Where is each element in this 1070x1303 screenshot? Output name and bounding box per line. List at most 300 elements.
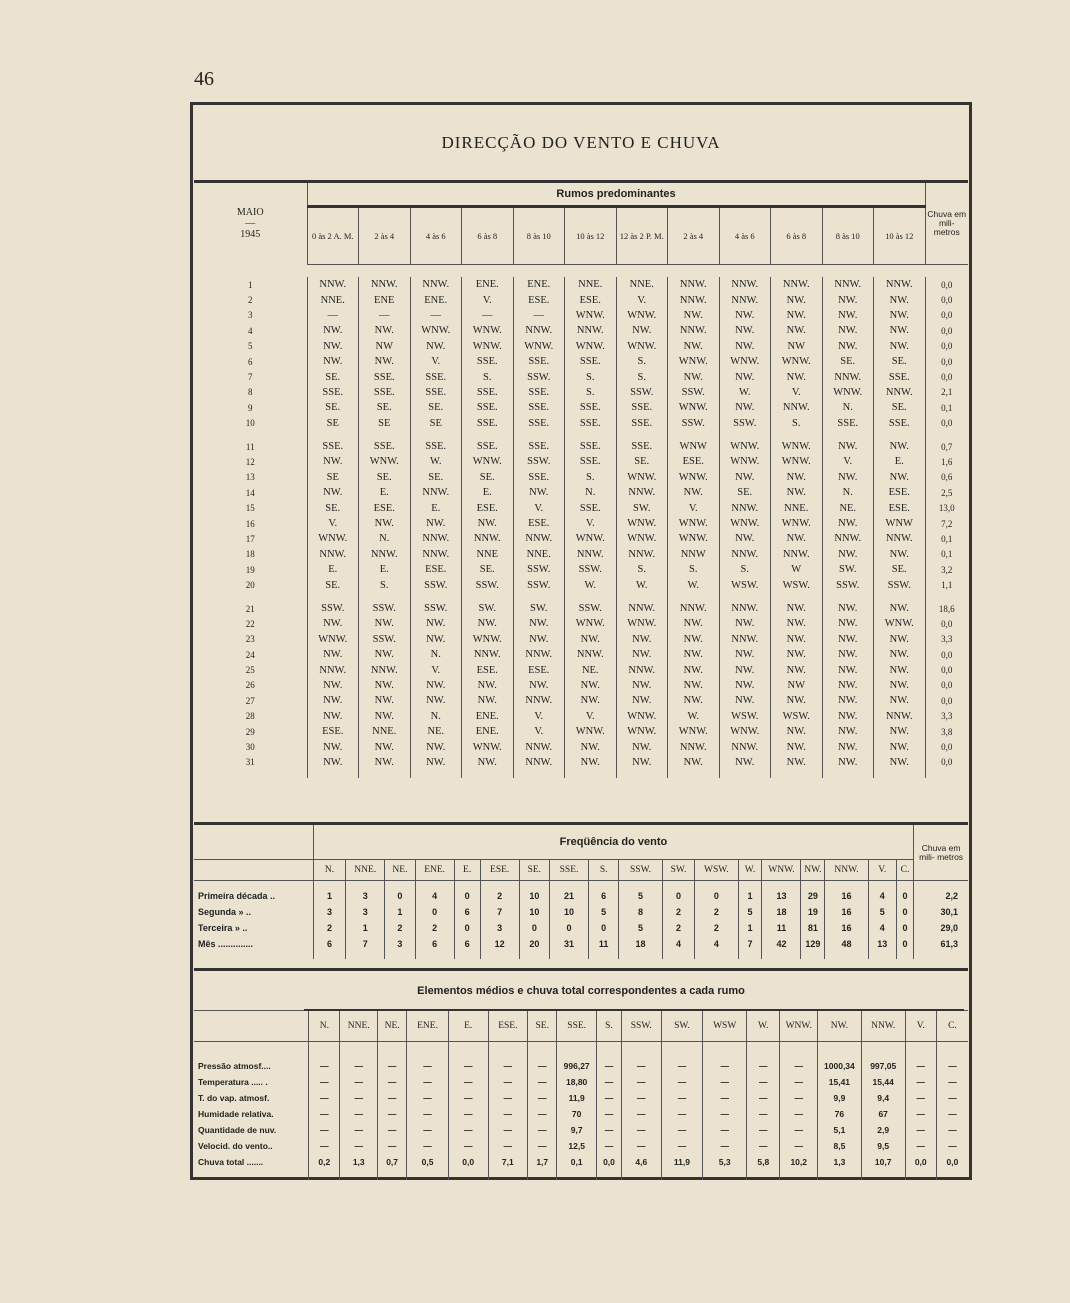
rain-cell: 0,0	[925, 693, 968, 708]
frequency-cell: 1	[385, 904, 415, 920]
frequency-cell: 0	[896, 920, 913, 936]
table-row	[194, 323, 968, 338]
direction-header: W.	[747, 1011, 780, 1042]
row-label: Quantidade de nuv.	[198, 1125, 277, 1135]
element-cell: —	[378, 1058, 407, 1074]
wind-direction-cell: WNW.	[616, 308, 668, 323]
wind-direction-cell: NW.	[359, 323, 411, 338]
wind-direction-cell: ESE.	[359, 500, 411, 515]
element-cell: 10,7	[861, 1154, 905, 1170]
wind-direction-cell: WNW.	[565, 308, 617, 323]
wind-direction-cell: WNW.	[616, 470, 668, 485]
wind-direction-cell: NW.	[359, 647, 411, 662]
frequency-cell: 0	[662, 888, 695, 904]
frequency-cell: 4	[695, 936, 738, 952]
frequency-cell: 0	[896, 936, 913, 952]
wind-direction-cell: SSE.	[616, 416, 668, 431]
wind-direction-cell: W.	[668, 577, 720, 592]
wind-direction-cell: NW.	[668, 755, 720, 770]
element-cell: —	[309, 1122, 340, 1138]
frequency-table	[194, 825, 968, 959]
wind-direction-cell: N.	[565, 485, 617, 500]
frequency-cell: 129	[801, 936, 825, 952]
label-spacer	[194, 860, 313, 881]
element-cell: 9,5	[861, 1138, 905, 1154]
wind-direction-cell: SE	[359, 416, 411, 431]
frequency-cell: 19	[801, 904, 825, 920]
wind-direction-cell: NNW.	[616, 547, 668, 562]
wind-direction-cell: SSW.	[616, 385, 668, 400]
table-row	[194, 369, 968, 384]
wind-direction-cell: NNW.	[513, 323, 565, 338]
table-row	[194, 693, 968, 708]
wind-direction-cell: NW.	[822, 339, 874, 354]
direction-header: SSE.	[550, 860, 589, 881]
table-row	[194, 1106, 968, 1122]
wind-direction-cell: NW.	[616, 739, 668, 754]
wind-direction-cell: ESE.	[874, 485, 926, 500]
wind-direction-cell: V.	[822, 454, 874, 469]
wind-direction-cell: WNW.	[565, 724, 617, 739]
element-cell: 0,5	[407, 1154, 449, 1170]
wind-direction-cell: WNW.	[822, 385, 874, 400]
element-cell: 12,5	[557, 1138, 597, 1154]
frequency-cell: 0	[695, 888, 738, 904]
row-label: Chuva total .......	[198, 1157, 264, 1167]
wind-direction-cell: NW.	[410, 678, 462, 693]
element-cell: 15,41	[818, 1074, 862, 1090]
element-cell: —	[488, 1138, 528, 1154]
element-cell: —	[378, 1122, 407, 1138]
element-cell: —	[661, 1058, 703, 1074]
day-number: 19	[245, 564, 255, 575]
rain-cell: 3,8	[925, 724, 968, 739]
wind-direction-cell: ESE.	[307, 724, 359, 739]
row-label: Primeira década ..	[198, 891, 276, 901]
wind-direction-cell: NW.	[822, 439, 874, 454]
table-row	[194, 724, 968, 739]
wind-direction-cell: SE.	[410, 400, 462, 415]
period-header: 2 às 4	[668, 207, 720, 265]
element-cell: —	[378, 1106, 407, 1122]
wind-direction-cell: NNW.	[719, 547, 771, 562]
wind-direction-cell: NW.	[565, 678, 617, 693]
wind-direction-cell: NNW.	[410, 277, 462, 292]
frequency-cell: 20	[519, 936, 549, 952]
wind-direction-cell: SSE.	[565, 400, 617, 415]
element-cell: 8,5	[818, 1138, 862, 1154]
wind-direction-cell: ENE.	[410, 292, 462, 307]
wind-direction-cell: WNW.	[616, 709, 668, 724]
direction-header: SSW.	[619, 860, 662, 881]
wind-direction-cell: W.	[616, 577, 668, 592]
wind-direction-cell: V.	[668, 500, 720, 515]
wind-direction-cell: ESE.	[874, 500, 926, 515]
element-cell: 5,8	[747, 1154, 780, 1170]
element-cell: —	[596, 1058, 621, 1074]
element-cell: —	[747, 1106, 780, 1122]
wind-direction-cell: NW.	[874, 755, 926, 770]
direction-header: WNW.	[780, 1011, 818, 1042]
frequency-cell: 0	[454, 888, 480, 904]
day-number: 11	[245, 441, 255, 452]
table-row	[194, 709, 968, 724]
table-row	[194, 531, 968, 546]
wind-direction-cell: WNW.	[771, 439, 823, 454]
period-header: 8 às 10	[513, 207, 565, 265]
table-row	[194, 308, 968, 323]
rain-cell: 0,0	[925, 662, 968, 677]
wind-direction-cell: SSW.	[668, 385, 720, 400]
wind-direction-cell: W.	[565, 577, 617, 592]
wind-direction-cell: SSE.	[513, 354, 565, 369]
day-number: 17	[245, 533, 255, 544]
wind-direction-cell: SSW.	[307, 601, 359, 616]
wind-direction-cell: V.	[307, 516, 359, 531]
wind-direction-cell: NW.	[359, 354, 411, 369]
wind-direction-cell: NW.	[307, 323, 359, 338]
day-number: 10	[245, 418, 255, 429]
period-header: 6 às 8	[462, 207, 514, 265]
element-cell: —	[780, 1106, 818, 1122]
wind-direction-cell: W	[771, 562, 823, 577]
wind-direction-cell: NNW.	[719, 601, 771, 616]
element-cell: —	[621, 1058, 661, 1074]
wind-direction-cell: SSE.	[410, 439, 462, 454]
wind-direction-cell: NW.	[771, 647, 823, 662]
wind-direction-cell: WNW.	[307, 632, 359, 647]
row-label: T. do vap. atmosf.	[198, 1093, 270, 1103]
frequency-header: Freqüência do vento	[313, 825, 913, 860]
element-cell: —	[309, 1090, 340, 1106]
wind-direction-cell: NW.	[307, 709, 359, 724]
direction-header: N.	[313, 860, 346, 881]
element-cell: —	[528, 1058, 557, 1074]
wind-direction-cell: NNW.	[513, 531, 565, 546]
direction-header: NNE.	[340, 1011, 378, 1042]
wind-direction-cell: NW.	[565, 693, 617, 708]
element-cell: 9,9	[818, 1090, 862, 1106]
wind-direction-cell: E.	[359, 562, 411, 577]
direction-header: ESE.	[480, 860, 519, 881]
wind-direction-cell: NNW.	[874, 709, 926, 724]
frequency-cell: 0	[454, 920, 480, 936]
wind-direction-cell: NNW.	[719, 632, 771, 647]
wind-direction-cell: NW.	[359, 739, 411, 754]
wind-direction-cell: WNW.	[719, 724, 771, 739]
table-row	[194, 500, 968, 515]
wind-direction-cell: NW.	[668, 647, 720, 662]
element-cell: —	[780, 1058, 818, 1074]
wind-direction-cell: NNE.	[513, 547, 565, 562]
day-number: 1	[248, 279, 253, 290]
table-row	[194, 277, 968, 292]
rain-cell: 3,3	[925, 709, 968, 724]
day-number: 4	[248, 325, 253, 336]
direction-header: SW.	[662, 860, 695, 881]
wind-direction-cell: SW.	[513, 601, 565, 616]
element-cell: —	[528, 1090, 557, 1106]
element-cell: —	[596, 1074, 621, 1090]
wind-direction-cell: NW.	[668, 678, 720, 693]
wind-direction-cell: NNW.	[719, 500, 771, 515]
wind-direction-cell: S.	[616, 354, 668, 369]
frequency-cell: 0	[589, 920, 619, 936]
element-cell: —	[448, 1106, 488, 1122]
wind-direction-cell: NW.	[874, 724, 926, 739]
wind-direction-cell: N.	[822, 485, 874, 500]
wind-direction-cell: NW.	[719, 678, 771, 693]
element-cell: —	[528, 1074, 557, 1090]
wind-direction-cell: NW.	[410, 755, 462, 770]
table-row	[194, 454, 968, 469]
rain-cell: 3,3	[925, 632, 968, 647]
wind-direction-cell: NW.	[616, 647, 668, 662]
wind-direction-cell: SSE.	[513, 470, 565, 485]
element-cell: 5,3	[703, 1154, 747, 1170]
day-number: 15	[245, 503, 255, 514]
wind-direction-cell: SE.	[359, 400, 411, 415]
wind-direction-cell: WNW.	[771, 516, 823, 531]
rain-cell: 0,0	[925, 292, 968, 307]
day-number: 23	[245, 634, 255, 645]
wind-direction-cell: N.	[359, 531, 411, 546]
wind-direction-cell: NNW.	[668, 292, 720, 307]
element-cell: —	[661, 1090, 703, 1106]
element-cell: —	[747, 1058, 780, 1074]
table-row	[194, 632, 968, 647]
wind-direction-cell: —	[307, 308, 359, 323]
element-cell: —	[448, 1090, 488, 1106]
wind-direction-cell: NNE.	[565, 277, 617, 292]
wind-direction-cell: NW.	[307, 755, 359, 770]
element-cell: —	[661, 1074, 703, 1090]
wind-direction-cell: NW.	[565, 739, 617, 754]
element-cell: —	[340, 1122, 378, 1138]
element-cell: —	[703, 1074, 747, 1090]
wind-direction-cell: NNW.	[822, 277, 874, 292]
element-cell: —	[747, 1090, 780, 1106]
element-cell: —	[407, 1122, 449, 1138]
wind-direction-cell: NW.	[822, 601, 874, 616]
wind-direction-cell: NW.	[513, 632, 565, 647]
wind-direction-cell: WNW.	[668, 516, 720, 531]
wind-direction-cell: NW.	[616, 323, 668, 338]
element-cell: —	[448, 1074, 488, 1090]
wind-direction-cell: V.	[513, 709, 565, 724]
wind-direction-cell: NW.	[462, 516, 514, 531]
wind-direction-cell: NW.	[874, 308, 926, 323]
day-number: 2	[248, 295, 253, 306]
wind-direction-cell: WNW.	[616, 724, 668, 739]
wind-direction-cell: SSE.	[410, 369, 462, 384]
rain-cell: 0,0	[925, 647, 968, 662]
rain-cell: 0,6	[925, 470, 968, 485]
rumos-header: Rumos predominantes	[307, 183, 925, 207]
frequency-cell: 0	[896, 888, 913, 904]
element-cell: 1,3	[818, 1154, 862, 1170]
period-header: 2 às 4	[359, 207, 411, 265]
day-number: 22	[245, 618, 255, 629]
row-label: Humidade relativa.	[198, 1109, 274, 1119]
wind-direction-cell: NW.	[771, 323, 823, 338]
rain-cell: 0,0	[925, 739, 968, 754]
elements-table	[194, 972, 968, 1180]
frequency-cell: 3	[385, 936, 415, 952]
wind-direction-cell: NNE.	[616, 277, 668, 292]
element-cell: 9,4	[861, 1090, 905, 1106]
wind-direction-cell: WNW.	[616, 616, 668, 631]
wind-direction-cell: SSE.	[874, 369, 926, 384]
frequency-cell: 29	[801, 888, 825, 904]
wind-direction-cell: E.	[359, 485, 411, 500]
day-number: 27	[245, 695, 255, 706]
wind-direction-cell: V.	[771, 385, 823, 400]
day-number: 21	[245, 603, 255, 614]
direction-header: S.	[589, 860, 619, 881]
frequency-cell: 5	[619, 920, 662, 936]
rain-cell: 29,0	[914, 920, 968, 936]
wind-direction-cell: SE.	[307, 400, 359, 415]
rain-cell: 2,2	[914, 888, 968, 904]
table-row	[194, 562, 968, 577]
direction-header: C.	[936, 1011, 968, 1042]
wind-direction-cell: WNW.	[668, 470, 720, 485]
wind-direction-cell: S.	[771, 416, 823, 431]
element-cell: —	[621, 1090, 661, 1106]
element-cell: —	[936, 1074, 968, 1090]
wind-direction-cell: ENE.	[462, 277, 514, 292]
wind-direction-cell: V.	[410, 354, 462, 369]
wind-direction-cell: SSW.	[874, 577, 926, 592]
frequency-cell: 2	[385, 920, 415, 936]
wind-direction-cell: WNW	[668, 439, 720, 454]
wind-direction-cell: NW.	[719, 339, 771, 354]
rain-cell: 3,2	[925, 562, 968, 577]
day-number: 6	[248, 356, 253, 367]
wind-direction-cell: SSE.	[513, 416, 565, 431]
wind-direction-cell: N.	[410, 647, 462, 662]
wind-direction-cell: SSW.	[513, 562, 565, 577]
wind-direction-cell: NW.	[719, 323, 771, 338]
day-number: 28	[245, 711, 255, 722]
wind-direction-cell: SW.	[822, 562, 874, 577]
element-cell: —	[780, 1122, 818, 1138]
frequency-cell: 1	[738, 920, 762, 936]
direction-header: E.	[454, 860, 480, 881]
frequency-cell: 12	[480, 936, 519, 952]
frequency-cell: 6	[454, 936, 480, 952]
wind-direction-cell: NW.	[565, 632, 617, 647]
wind-direction-cell: NW.	[822, 755, 874, 770]
element-cell: —	[703, 1058, 747, 1074]
direction-header: ENE.	[415, 860, 454, 881]
element-cell: —	[621, 1106, 661, 1122]
element-cell: —	[747, 1138, 780, 1154]
element-cell: —	[703, 1106, 747, 1122]
frequency-cell: 3	[480, 920, 519, 936]
wind-direction-cell: NNW.	[719, 739, 771, 754]
direction-header: ENE.	[407, 1011, 449, 1042]
frequency-cell: 2	[695, 920, 738, 936]
wind-direction-cell: NW.	[822, 709, 874, 724]
element-cell: 11,9	[557, 1090, 597, 1106]
rain-cell: 2,5	[925, 485, 968, 500]
wind-direction-cell: NW.	[719, 647, 771, 662]
element-cell: —	[621, 1074, 661, 1090]
wind-direction-cell: NW.	[462, 693, 514, 708]
wind-direction-cell: —	[410, 308, 462, 323]
frequency-cell: 6	[454, 904, 480, 920]
element-cell: —	[596, 1122, 621, 1138]
rain-cell: 0,0	[925, 616, 968, 631]
wind-direction-cell: ESE.	[462, 500, 514, 515]
wind-direction-cell: SSE.	[307, 385, 359, 400]
day-number: 30	[245, 742, 255, 753]
frequency-cell: 10	[550, 904, 589, 920]
table-row	[194, 647, 968, 662]
wind-direction-cell: SE.	[307, 369, 359, 384]
direction-header: SE.	[528, 1011, 557, 1042]
day-number: 13	[245, 472, 255, 483]
wind-direction-cell: NW.	[822, 292, 874, 307]
wind-direction-cell: NW.	[410, 739, 462, 754]
wind-direction-cell: NNW.	[874, 277, 926, 292]
direction-header: NW.	[801, 860, 825, 881]
direction-header: SE.	[519, 860, 549, 881]
wind-direction-cell: SSW.	[462, 577, 514, 592]
frequency-cell: 6	[589, 888, 619, 904]
wind-direction-cell: SSE.	[616, 439, 668, 454]
frequency-cell: 6	[415, 936, 454, 952]
wind-direction-cell: SSW.	[513, 577, 565, 592]
wind-direction-cell: SE.	[307, 577, 359, 592]
wind-direction-cell: NNW.	[410, 531, 462, 546]
wind-direction-cell: NW.	[771, 724, 823, 739]
frequency-cell: 3	[346, 888, 385, 904]
wind-direction-cell: NNW.	[513, 693, 565, 708]
wind-direction-cell: NW.	[668, 616, 720, 631]
element-cell: —	[407, 1058, 449, 1074]
element-cell: —	[407, 1138, 449, 1154]
wind-direction-cell: NE.	[410, 724, 462, 739]
frequency-cell: 0	[896, 904, 913, 920]
wind-direction-cell: NE.	[822, 500, 874, 515]
table-row	[194, 1058, 968, 1074]
wind-direction-cell: NW.	[359, 616, 411, 631]
frequency-cell: 8	[619, 904, 662, 920]
element-cell: 1000,34	[818, 1058, 862, 1074]
wind-direction-cell: NW.	[822, 678, 874, 693]
element-cell: —	[488, 1074, 528, 1090]
wind-direction-cell: SSE.	[359, 385, 411, 400]
element-cell: —	[905, 1058, 936, 1074]
wind-direction-cell: NNW.	[668, 739, 720, 754]
element-cell: —	[488, 1058, 528, 1074]
wind-direction-cell: WNW.	[616, 516, 668, 531]
wind-direction-cell: NW.	[771, 601, 823, 616]
element-cell: —	[703, 1122, 747, 1138]
wind-direction-cell: SSW.	[513, 369, 565, 384]
wind-direction-cell: WNW.	[307, 531, 359, 546]
wind-direction-cell: ENE	[359, 292, 411, 307]
table-row	[194, 485, 968, 500]
wind-direction-cell: NW.	[668, 632, 720, 647]
element-cell: 0,7	[378, 1154, 407, 1170]
frequency-cell: 1	[738, 888, 762, 904]
direction-header: NNE.	[346, 860, 385, 881]
wind-direction-cell: NW.	[874, 547, 926, 562]
